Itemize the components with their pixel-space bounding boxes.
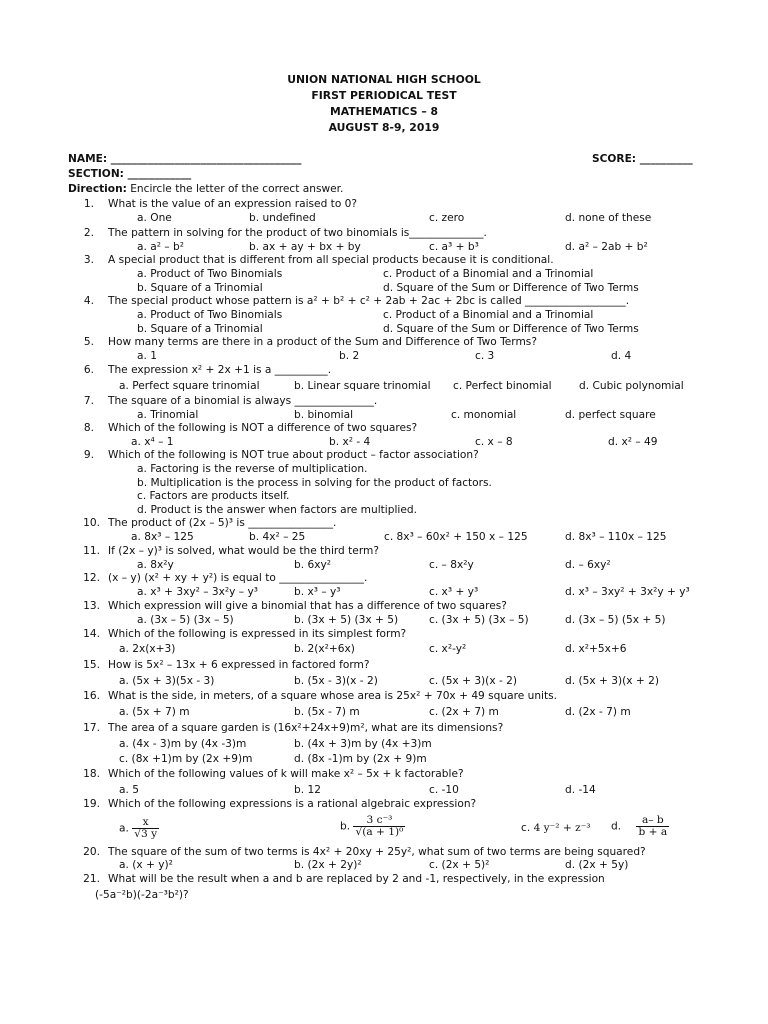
question-text: The product of (2x – 5)³ is ________________. (108, 517, 337, 529)
question-number: 12. (83, 572, 100, 584)
option-d: d. perfect square (565, 409, 656, 421)
option-c: c. Product of a Binomial and a Trinomial (383, 309, 594, 321)
option-b: b. undefined (249, 212, 316, 224)
option-a: a. a² – b² (137, 241, 184, 253)
question-number: 19. (83, 798, 100, 810)
question-text: The expression x² + 2x +1 is a __________. (108, 364, 332, 376)
option-b: b. 2 (339, 350, 360, 362)
section-field: SECTION: ____________ (68, 168, 192, 180)
option-c: c. Perfect binomial (453, 380, 552, 392)
question-text: What will be the result when a and b are replaced by 2 and -1, respectively, in the expression (108, 873, 605, 885)
option-c: c. zero (429, 212, 465, 224)
question-number: 20. (83, 846, 100, 858)
question-number: 13. (83, 600, 100, 612)
option-a: a. (4x - 3)m by (4x -3)m (119, 738, 247, 750)
question-number: 21. (83, 873, 100, 885)
option-b: b. 6xy² (294, 559, 331, 571)
option-a: a. (3x – 5) (3x – 5) (137, 614, 234, 626)
option-b: b. 2(x²+6x) (294, 643, 355, 655)
option-d: d. 8x³ – 110x – 125 (565, 531, 667, 543)
option-b: b. ax + ay + bx + by (249, 241, 361, 253)
option-b (340, 815, 405, 838)
option-b: b. (5x - 3)(x - 2) (294, 675, 378, 687)
option-d: d. Product is the answer when factors are multiplied. (137, 504, 417, 516)
question-number: 5. (83, 336, 94, 348)
option-letter: b. (340, 820, 351, 833)
option-b: b. Square of a Trinomial (137, 282, 263, 294)
option-a: a. (x + y)² (119, 859, 173, 871)
subject-title: MATHEMATICS – 8 (329, 105, 438, 118)
option-c: c. monomial (451, 409, 517, 421)
question-text: The area of a square garden is (16x²+24x+9)m², what are its dimensions? (108, 722, 504, 734)
option-a: a. Perfect square trinomial (119, 380, 260, 392)
option-c: c. (2x + 5)² (429, 859, 490, 871)
question-number: 11. (83, 545, 100, 557)
question-text: Which of the following is NOT a difference of two squares? (108, 422, 418, 434)
option-d: d. (3x – 5) (5x + 5) (565, 614, 666, 626)
option-a: a. 8x²y (137, 559, 174, 571)
question-number: 6. (83, 364, 94, 376)
option-b: b. binomial (294, 409, 354, 421)
question-text: How many terms are there in a product of the Sum and Difference of Two Terms? (108, 336, 537, 348)
question-text: How is 5x² – 13x + 6 expressed in factored form? (108, 659, 370, 671)
name-field: NAME: ____________________________________ (68, 153, 302, 165)
question-text: Which expression will give a binomial that has a difference of two squares? (108, 600, 507, 612)
option-a: a. Factoring is the reverse of multiplication. (137, 463, 368, 475)
question-number: 4. (83, 295, 94, 307)
option-a: a. Product of Two Binomials (137, 268, 283, 280)
option-c: c. 3 (475, 350, 495, 362)
option-b: b. x³ – y³ (294, 586, 341, 598)
option-d: d. (2x + 5y) (565, 859, 629, 871)
question-number: 7. (83, 395, 94, 407)
option-c: c. a³ + b³ (429, 241, 479, 253)
option-d (611, 815, 669, 838)
option-b: b. x² - 4 (329, 436, 371, 448)
option-letter: c. (521, 822, 531, 834)
test-title: FIRST PERIODICAL TEST (311, 89, 457, 102)
option-b: b. (3x + 5) (3x + 5) (294, 614, 399, 626)
option-a: a. x⁴ – 1 (131, 436, 174, 448)
direction-label: Direction: (68, 183, 127, 195)
question-number: 9. (83, 449, 94, 461)
option-b: b. Multiplication is the process in solving for the product of factors. (137, 477, 492, 489)
option-b: b. (5x - 7) m (294, 706, 360, 718)
question-number: 15. (83, 659, 100, 671)
option-d: d. x³ – 3xy² + 3x²y + y³ (565, 586, 690, 598)
option-a: a. One (137, 212, 172, 224)
numerator: a– b (636, 815, 669, 827)
option-b: b. (2x + 2y)² (294, 859, 362, 871)
question-text: Which of the following is expressed in its simplest form? (108, 628, 407, 640)
question-text: Which of the following is NOT true about product – factor association? (108, 449, 479, 461)
option-c: c. x³ + y³ (429, 586, 479, 598)
direction (68, 183, 343, 195)
question-text: The pattern in solving for the product of two binomials is______________. (108, 227, 487, 239)
option-c (521, 822, 591, 834)
question-text: What is the side, in meters, of a square whose area is 25x² + 70x + 49 square units. (108, 690, 558, 702)
option-c: c. Product of a Binomial and a Trinomial (383, 268, 594, 280)
option-d: d. Square of the Sum or Difference of Two Terms (383, 323, 639, 335)
option-c: c. – 8x²y (429, 559, 474, 571)
option-a: a. Trinomial (137, 409, 199, 421)
question-number: 3. (83, 254, 94, 266)
option-c: c. x – 8 (475, 436, 513, 448)
option-d: d. Square of the Sum or Difference of Two Terms (383, 282, 639, 294)
question-text: Which of the following expressions is a rational algebraic expression? (108, 798, 477, 810)
option-b: b. 12 (294, 784, 321, 796)
option-d: d. – 6xy² (565, 559, 611, 571)
option-c: c. (3x + 5) (3x – 5) (429, 614, 529, 626)
score-field: SCORE: __________ (592, 153, 693, 165)
option-d: d. 4 (611, 350, 632, 362)
option-a: a. 8x³ – 125 (131, 531, 194, 543)
option-c: c. (5x + 3)(x - 2) (429, 675, 518, 687)
option-a (119, 817, 159, 840)
option-b: b. Linear square trinomial (294, 380, 431, 392)
numerator: x (132, 817, 159, 829)
question-number: 14. (83, 628, 100, 640)
option-d: d. Cubic polynomial (579, 380, 684, 392)
question-text: The square of a binomial is always _______________. (108, 395, 378, 407)
option-c: c. -10 (429, 784, 459, 796)
question-number: 1. (83, 198, 94, 210)
option-d: d. -14 (565, 784, 596, 796)
option-d: d. (5x + 3)(x + 2) (565, 675, 659, 687)
option-b: b. 4x² – 25 (249, 531, 306, 543)
question-text: A special product that is different from all special products because it is conditional. (108, 254, 554, 266)
option-c: c. (2x + 7) m (429, 706, 499, 718)
question-text: Which of the following values of k will make x² – 5x + k factorable? (108, 768, 464, 780)
option-a: a. x³ + 3xy² – 3x²y – y³ (137, 586, 258, 598)
option-d: d. (8x -1)m by (2x + 9)m (294, 753, 427, 765)
option-d: d. a² – 2ab + b² (565, 241, 648, 253)
school-name: UNION NATIONAL HIGH SCHOOL (287, 73, 481, 86)
option-letter: a. (119, 822, 129, 835)
question-number: 2. (83, 227, 94, 239)
fraction (353, 815, 405, 838)
option-a: a. 5 (119, 784, 139, 796)
numerator: 3 c⁻³ (353, 815, 405, 827)
denominator: √3 y (134, 828, 158, 841)
test-date: AUGUST 8-9, 2019 (328, 121, 440, 134)
option-a: a. (5x + 7) m (119, 706, 190, 718)
option-a: a. 1 (137, 350, 157, 362)
option-b: b. Square of a Trinomial (137, 323, 263, 335)
option-d: d. (2x - 7) m (565, 706, 631, 718)
question-text: If (2x – y)³ is solved, what would be the third term? (108, 545, 379, 557)
question-expression: (-5a⁻²b)(-2a⁻³b²)? (95, 889, 189, 901)
option-a: a. 2x(x+3) (119, 643, 176, 655)
question-text: (x – y) (x² + xy + y²) is equal to ________________. (108, 572, 368, 584)
option-c: c. 8x³ – 60x² + 150 x – 125 (384, 531, 528, 543)
fraction (132, 817, 159, 840)
option-letter: d. (611, 820, 622, 833)
question-number: 10. (83, 517, 100, 529)
option-c: c. (8x +1)m by (2x +9)m (119, 753, 253, 765)
option-a: a. Product of Two Binomials (137, 309, 283, 321)
option-d: d. x²+5x+6 (565, 643, 627, 655)
denominator: √(a + 1)⁰ (355, 826, 404, 839)
expression: 4 y⁻² + z⁻³ (533, 822, 591, 834)
question-number: 18. (83, 768, 100, 780)
option-c: c. Factors are products itself. (137, 490, 290, 502)
option-d: d. x² – 49 (608, 436, 658, 448)
denominator: b + a (638, 826, 668, 839)
option-c: c. x²-y² (429, 643, 467, 655)
option-b: b. (4x + 3)m by (4x +3)m (294, 738, 432, 750)
question-number: 16. (83, 690, 100, 702)
option-a: a. (5x + 3)(5x - 3) (119, 675, 215, 687)
fraction (636, 815, 669, 838)
option-d: d. none of these (565, 212, 652, 224)
question-text: The special product whose pattern is a² + b² + c² + 2ab + 2ac + 2bc is called ___________________. (108, 295, 630, 307)
question-number: 8. (83, 422, 94, 434)
direction-text: Encircle the letter of the correct answer. (126, 183, 344, 195)
question-text: What is the value of an expression raised to 0? (108, 198, 358, 210)
question-number: 17. (83, 722, 100, 734)
question-text: The square of the sum of two terms is 4x² + 20xy + 25y², what sum of two terms are being squared? (108, 846, 646, 858)
